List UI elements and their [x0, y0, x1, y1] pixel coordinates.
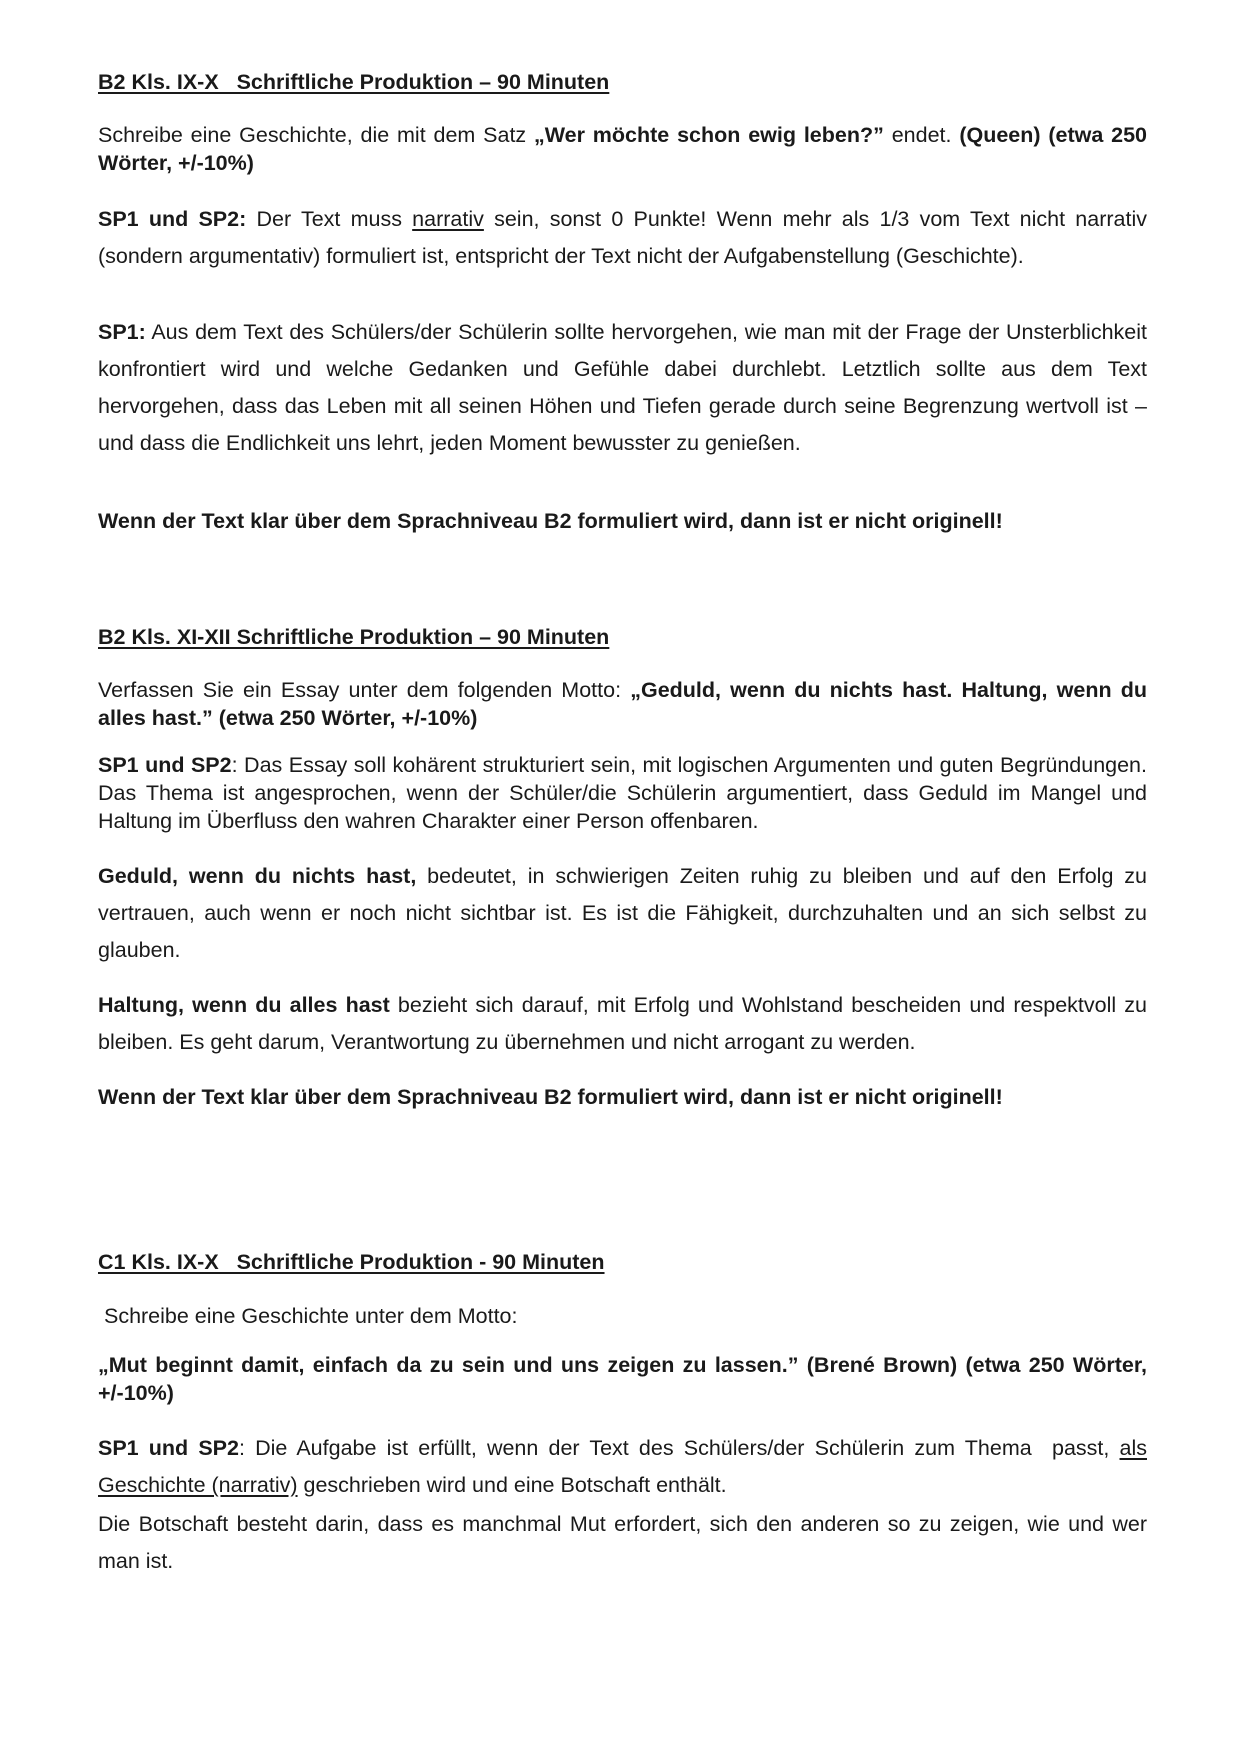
text-segment-bold: Geduld, wenn du nichts hast, [98, 864, 417, 888]
task-prompt-paragraph [98, 676, 1147, 732]
text-segment: : Das Essay soll kohärent strukturiert sein, mit logischen Argumenten und guten Begründungen. Das Thema ist angesprochen, wenn der Schüler/die Schülerin argumentiert, dass Geduld im Mangel und Haltung im Überfluss den wahren Charakter einer Person offenbaren. [98, 753, 1147, 833]
heading-text: C1 Kls. IX-X Schriftliche Produktion - 90 Minuten [98, 1250, 605, 1274]
text-segment: Verfassen Sie ein Essay unter dem folgenden Motto: [98, 678, 631, 702]
heading-text: B2 Kls. XI-XII Schriftliche Produktion – 90 Minuten [98, 625, 610, 649]
text-segment: bezieht sich darauf, mit Erfolg und Wohlstand bescheiden und respektvoll zu bleiben. Es geht darum, Verantwortung zu übernehmen und nicht arrogant zu werden. [98, 993, 1147, 1054]
haltung-explanation-paragraph [98, 987, 1147, 1061]
text-segment-bold: „Wer möchte schon ewig leben?” [534, 123, 884, 147]
text-segment-bold: SP1 und SP2 [98, 1436, 239, 1460]
text-segment: sein, sonst 0 Punkte! Wenn mehr als 1/3 vom Text nicht narrativ (sondern argumentativ) formuliert ist, entspricht der Text nicht der Aufgabenstellung (Geschichte). [98, 207, 1147, 268]
task-intro-paragraph [98, 1302, 1147, 1330]
text-segment-underline: als Geschichte (narrativ) [98, 1436, 1147, 1497]
text-segment: Aus dem Text des Schülers/der Schülerin sollte hervorgehen, wie man mit der Frage der Unsterblichkeit konfrontiert wird und welche Gedanken und Gefühle dabei durchlebt. Letztlich sollte aus dem Text hervorgehen, dass das Leben mit all seinen Höhen und Tiefen gerade durch seine Begrenzung wertvoll ist – und dass die Endlichkeit uns lehrt, jeden Moment bewusster zu genießen. [98, 320, 1147, 455]
heading-c1-kls-9-10 [98, 1248, 1147, 1276]
section-c1-kls-9-10 [98, 1248, 1147, 1580]
text-segment-bold: „Geduld, wenn du nichts hast. Haltung, wenn du alles hast.” (etwa 250 Wörter, +/-10%) [98, 678, 1148, 730]
section-b2-kls-11-12 [98, 623, 1147, 1111]
text-segment-bold: Haltung, wenn du alles hast [98, 993, 390, 1017]
text-segment-bold: „Mut beginnt damit, einfach da zu sein und uns zeigen zu lassen.” (Brené Brown) (etwa 250 Wörter, +/-10%) [98, 1353, 1147, 1405]
task-motto-paragraph [98, 1351, 1147, 1407]
text-segment-bold: (Queen) (etwa 250 Wörter, +/-10%) [98, 123, 1148, 175]
sp1-sp2-criteria-paragraph [98, 751, 1147, 835]
text-segment-underline: narrativ [412, 207, 484, 231]
geduld-explanation-paragraph [98, 858, 1147, 969]
sp1-criteria-paragraph [98, 314, 1147, 462]
originality-note-paragraph [98, 507, 1147, 535]
text-segment-bold: SP1 und SP2 [98, 753, 232, 777]
task-prompt-paragraph [98, 121, 1147, 177]
heading-text: B2 Kls. IX-X Schriftliche Produktion – 90 Minuten [98, 70, 610, 94]
text-segment-bold: SP1 und SP2: [98, 207, 247, 231]
text-segment-bold: SP1: [98, 320, 146, 344]
text-segment: Schreibe eine Geschichte unter dem Motto: [98, 1304, 518, 1328]
sp1-sp2-criteria-paragraph [98, 1430, 1147, 1504]
text-segment: bedeutet, in schwierigen Zeiten ruhig zu bleiben und auf den Erfolg zu vertrauen, auch wenn er noch nicht sichtbar ist. Es ist die Fähigkeit, durchzuhalten und an sich selbst zu glauben. [98, 864, 1147, 962]
text-segment-bold: Wenn der Text klar über dem Sprachniveau B2 formuliert wird, dann ist er nicht originell! [98, 509, 1003, 533]
text-segment: : Die Aufgabe ist erfüllt, wenn der Text des Schülers/der Schülerin zum Thema passt, [238, 1436, 1120, 1460]
text-segment: endet. [883, 123, 960, 147]
text-segment: Der Text muss [246, 207, 413, 231]
text-segment: Die Botschaft besteht darin, dass es manchmal Mut erfordert, sich den anderen so zu zeigen, wie und wer man ist. [98, 1512, 1147, 1573]
heading-b2-kls-9-10 [98, 68, 1147, 96]
section-b2-kls-9-10 [98, 68, 1147, 535]
originality-note-paragraph [98, 1083, 1147, 1111]
sp1-sp2-criteria-paragraph [98, 201, 1147, 275]
message-note-paragraph [98, 1506, 1147, 1580]
text-segment: geschrieben wird und eine Botschaft enthält. [297, 1473, 727, 1497]
heading-b2-kls-11-12 [98, 623, 1147, 651]
text-segment-bold: Wenn der Text klar über dem Sprachniveau B2 formuliert wird, dann ist er nicht originell! [98, 1085, 1003, 1109]
text-segment: Schreibe eine Geschichte, die mit dem Satz [98, 123, 534, 147]
